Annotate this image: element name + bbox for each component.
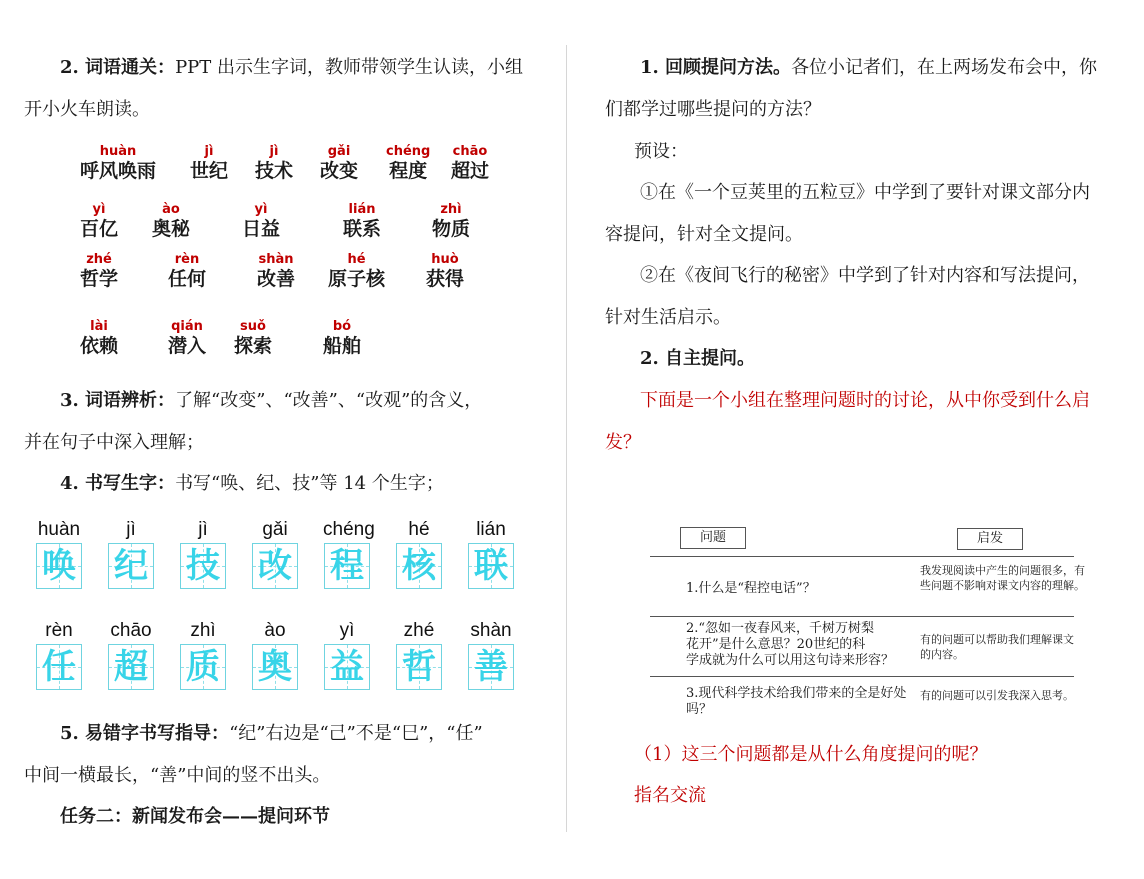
vocab-characters: 日益 [242, 218, 281, 240]
cell-character: 益 [330, 647, 364, 687]
vocab-pinyin: qián [171, 319, 203, 334]
writing-cell [323, 519, 375, 589]
vocab-characters: 奥秘 [152, 218, 191, 240]
preset-item-1: ①在《一个豆荚里的五粒豆》中学到了要针对课文部分内 [640, 182, 1090, 203]
vocab-word [432, 203, 470, 241]
vocab-pinyin: jì [204, 144, 214, 159]
vocab-pinyin: suǒ [240, 319, 266, 334]
writing-cell [251, 620, 299, 690]
vocab-pinyin: gǎi [327, 144, 351, 159]
vocab-pinyin: zhì [440, 202, 462, 217]
vocab-word [255, 145, 293, 183]
cell-character-box [180, 543, 226, 589]
vocab-pinyin: huàn [99, 144, 137, 159]
vocab-characters: 依赖 [80, 335, 119, 357]
cell-character: 任 [42, 647, 76, 687]
cell-character-box [36, 543, 82, 589]
vocab-characters: 潜入 [168, 335, 207, 357]
vocab-pinyin: lài [90, 319, 108, 334]
vocab-pinyin: hé [347, 252, 366, 267]
vocab-characters: 联系 [343, 218, 382, 240]
vocab-pinyin: zhé [86, 252, 112, 267]
cell-pinyin: jì [198, 519, 208, 540]
cell-character: 哲 [402, 647, 436, 687]
cell-pinyin: zhé [403, 620, 435, 641]
vocab-word [80, 320, 118, 358]
table-question: 1.什么是“程控电话”？ [686, 581, 816, 596]
vocab-pinyin: rèn [174, 252, 200, 267]
vocab-pinyin: bó [332, 319, 352, 334]
writing-cell [35, 519, 83, 589]
red-sub-question: （1）这三个问题都是从什么角度提问的呢？ [634, 744, 988, 765]
vocab-word [152, 203, 190, 241]
table-question: 3.现代科学技术给我们带来的全是好处 吗？ [686, 686, 907, 717]
task-2-heading: 任务二：新闻发布会——提问环节 [60, 806, 330, 827]
vocab-word [80, 145, 156, 183]
section-5-text: “纪”右边是“己”不是“巳”，“任” [229, 723, 483, 744]
vocab-characters: 物质 [432, 218, 471, 240]
cell-pinyin: hé [408, 519, 430, 540]
vocab-word [386, 145, 430, 183]
cell-pinyin: chéng [323, 519, 375, 540]
section-2-text-cont: 开小火车朗读。 [24, 99, 150, 120]
cell-pinyin: yì [339, 620, 355, 641]
vocab-characters: 改变 [320, 160, 359, 182]
vocab-pinyin: lián [348, 202, 376, 217]
r-section-1-text: 各位小记者们，在上两场发布会中，你 [791, 57, 1098, 78]
table-header-insight: 启发 [957, 528, 1023, 550]
vocab-pinyin: jì [269, 144, 279, 159]
cell-character-box [252, 644, 298, 690]
r-section-1-line [640, 57, 1097, 79]
vocab-word [451, 145, 489, 183]
section-4-line [60, 473, 444, 495]
vocab-characters: 哲学 [80, 268, 119, 290]
section-2-text: PPT 出示生字词，教师带领学生认读，小组 [175, 57, 524, 78]
cell-pinyin: lián [476, 519, 506, 540]
preset-label: 预设： [634, 141, 688, 162]
writing-cell [323, 620, 371, 690]
cell-character: 奥 [258, 647, 292, 687]
cell-character-box [468, 543, 514, 589]
cell-character-box [396, 644, 442, 690]
writing-cell [395, 620, 443, 690]
vocab-pinyin: chéng [386, 144, 431, 159]
cell-character: 技 [186, 546, 220, 586]
section-5-line [60, 723, 483, 745]
cell-character: 程 [330, 546, 364, 586]
cell-character-box [324, 644, 370, 690]
vocab-characters: 超过 [451, 160, 490, 182]
vocab-word [80, 253, 118, 291]
vocab-word [242, 203, 280, 241]
writing-cell [179, 620, 227, 690]
vocab-characters: 百亿 [80, 218, 119, 240]
vocab-pinyin: ào [162, 202, 180, 217]
vocab-pinyin: chāo [452, 144, 488, 159]
vocab-word [343, 203, 381, 241]
table-insight: 有的问题可以帮助我们理解课文 的内容。 [920, 633, 1074, 661]
table-question: 2.“忽如一夜春风来，千树万树梨 花开”是什么意思？20世纪的科 学成就为什么可以用这句诗来形容？ [686, 621, 895, 668]
vocab-word [234, 320, 272, 358]
column-divider [566, 45, 567, 832]
writing-cell [467, 620, 515, 690]
cell-character-box [108, 543, 154, 589]
table-rule [650, 676, 1074, 677]
vocab-word [190, 145, 228, 183]
cell-character: 善 [474, 647, 508, 687]
vocab-word [80, 203, 118, 241]
preset-item-1-cont: 容提问，针对全文提问。 [605, 224, 803, 245]
red-discussion: 指名交流 [634, 785, 706, 806]
cell-character: 超 [114, 647, 148, 687]
table-header-question: 问题 [680, 527, 746, 549]
preset-item-2-cont: 针对生活启示。 [605, 307, 731, 328]
vocab-characters: 呼风唤雨 [80, 160, 157, 182]
writing-cell [251, 519, 299, 589]
cell-character-box [252, 543, 298, 589]
vocab-pinyin: huò [431, 252, 459, 267]
section-2-heading: 2. 词语通关： [60, 57, 176, 78]
vocab-characters: 技术 [255, 160, 294, 182]
cell-character: 质 [186, 647, 220, 687]
writing-cell [395, 519, 443, 589]
cell-pinyin: gǎi [262, 519, 288, 540]
red-question-cont: 发？ [605, 432, 641, 453]
cell-character: 改 [258, 546, 292, 586]
vocab-characters: 获得 [426, 268, 465, 290]
writing-cell [467, 519, 515, 589]
section-5-heading: 5. 易错字书写指导： [60, 723, 230, 744]
r-section-1-text-cont: 们都学过哪些提问的方法？ [605, 99, 821, 120]
vocab-word [168, 320, 206, 358]
cell-character-box [324, 543, 370, 589]
vocab-pinyin: yì [92, 202, 106, 217]
cell-pinyin: zhì [190, 620, 216, 641]
table-rule [650, 616, 1074, 617]
vocab-word [328, 253, 385, 291]
cell-pinyin: rèn [45, 620, 73, 641]
cell-character: 纪 [114, 546, 148, 586]
cell-pinyin: chāo [110, 620, 152, 641]
cell-pinyin: ào [264, 620, 286, 641]
red-question: 下面是一个小组在整理问题时的讨论，从中你受到什么启 [640, 390, 1090, 411]
cell-character: 核 [402, 546, 436, 586]
vocab-characters: 改善 [257, 268, 296, 290]
vocab-word [320, 145, 358, 183]
writing-cell [35, 620, 83, 690]
cell-character-box [36, 644, 82, 690]
section-3-heading: 3. 词语辨析： [60, 390, 176, 411]
cell-character: 联 [474, 546, 508, 586]
section-3-line [60, 390, 482, 412]
cell-character: 唤 [42, 546, 76, 586]
writing-cell [107, 519, 155, 589]
vocab-pinyin: yì [254, 202, 268, 217]
cell-character-box [396, 543, 442, 589]
cell-character-box [468, 644, 514, 690]
cell-character-box [108, 644, 154, 690]
section-4-heading: 4. 书写生字： [60, 473, 176, 494]
section-3-text: 了解“改变”、“改善”、“改观”的含义， [175, 390, 483, 411]
vocab-characters: 原子核 [328, 268, 386, 290]
table-rule [650, 556, 1074, 557]
vocab-word [426, 253, 464, 291]
vocab-characters: 任何 [168, 268, 207, 290]
cell-pinyin: shàn [470, 620, 512, 641]
section-4-text: 书写“唤、纪、技”等 14 个生字； [175, 473, 444, 494]
vocab-word [168, 253, 206, 291]
vocab-characters: 程度 [389, 160, 428, 182]
vocab-word [323, 320, 361, 358]
section-2-line [60, 57, 523, 79]
r-section-2-heading: 2. 自主提问。 [640, 348, 756, 369]
cell-character-box [180, 644, 226, 690]
writing-cell [179, 519, 227, 589]
table-insight: 我发现阅读中产生的问题很多，有 些问题不影响对课文内容的理解。 [920, 564, 1085, 592]
r-section-1-heading: 1. 回顾提问方法。 [640, 57, 792, 78]
vocab-characters: 船舶 [323, 335, 362, 357]
cell-pinyin: jì [126, 519, 136, 540]
vocab-characters: 世纪 [190, 160, 229, 182]
section-5-text-cont: 中间一横最长，“善”中间的竖不出头。 [24, 765, 331, 786]
vocab-pinyin: shàn [258, 252, 294, 267]
table-insight: 有的问题可以引发我深入思考。 [920, 689, 1074, 702]
preset-item-2: ②在《夜间飞行的秘密》中学到了针对内容和写法提问， [640, 265, 1090, 286]
cell-pinyin: huàn [37, 519, 81, 540]
vocab-word [257, 253, 295, 291]
vocab-characters: 探索 [234, 335, 273, 357]
writing-cell [107, 620, 155, 690]
section-3-text-cont: 并在句子中深入理解； [24, 432, 204, 453]
